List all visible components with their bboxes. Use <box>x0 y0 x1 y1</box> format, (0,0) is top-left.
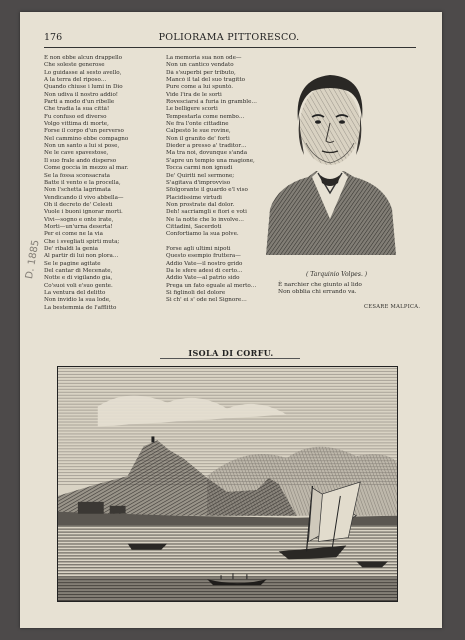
poem-line: Deh! sacriamgli e fiori e voti <box>166 209 247 216</box>
section-rule <box>160 358 300 359</box>
journal-title: POLIORAMA PITTORESCO. <box>158 32 300 43</box>
poem-line: Addio Vate—al patrio sido <box>166 275 240 282</box>
poem-line: Tocca carmi non ignudi <box>166 165 233 172</box>
poem-line: Vuole i buoni ignorar morti. <box>44 209 123 216</box>
poem-line: De' ribaldi la genia <box>44 245 98 252</box>
poem-line: Come goccia in mezzo al mar. <box>44 165 129 172</box>
poem-line: Batte il vento e la procella, <box>44 179 121 186</box>
poem-line: Vendicando il vivo abbella— <box>44 194 124 201</box>
poem-line: A la terra del riposo… <box>44 77 107 84</box>
poem-line: Ne le cave spavestose, <box>44 150 109 157</box>
page-number: 176 <box>44 32 63 43</box>
poem-line: Che tradia la sua città! <box>44 106 110 113</box>
poem-line: De' Quiriti nel sermone; <box>166 172 235 179</box>
pencil-annotation: D. 1885 <box>24 239 42 280</box>
poem-line: Nel cammino ebbe compagno <box>44 135 129 142</box>
poem-line: Vide l'ira de le sorti <box>166 91 222 98</box>
poem-line: Confortiamo la sua polve. <box>166 231 239 238</box>
poem-line: Quando chiuse i lumi in Dio <box>44 84 123 91</box>
poem-line: Non udiva il nostro addio! <box>44 91 119 98</box>
header-rule <box>44 47 416 48</box>
poem-line: Rovesciarsi a furia in gramble… <box>166 99 257 106</box>
portrait-caption: ( Tarquinio Volpes. ) <box>306 271 368 278</box>
poem-line: S'agitava d'improvviso <box>166 179 231 186</box>
poem-line: Forse il corpo d'un perverso <box>44 128 124 135</box>
poem-line: Al partir di lui non plora… <box>44 253 119 260</box>
poem-line: Oh il decreto de' Celesti <box>44 201 113 208</box>
poem-line: Mancò il tal del suo tragitto <box>166 77 246 84</box>
poem-line: Non il granito de' forti <box>166 135 230 142</box>
poem-line: Calpestò le sue rovine, <box>166 128 231 135</box>
poem-line: Il suo frale andò disperso <box>44 157 117 164</box>
poem-line: Non invidio la sua lode, <box>44 297 111 304</box>
poem-line: E non ebbe alcun drappello <box>44 55 123 61</box>
author-signature: CESARE MALPICA. <box>364 304 421 310</box>
poem-line: Non l'schetta lagrimata <box>44 187 111 194</box>
poem-line: Tempestarla come nembo… <box>166 113 245 120</box>
page-header <box>44 32 414 46</box>
poem-line: Parti a modo d'un ribelle <box>44 99 115 106</box>
poem-line: È narchier che giunto al lido <box>278 282 362 288</box>
poem-line: Notte e di vigilando gia, <box>44 275 113 282</box>
poem-line: Forse agli ultimi nipoti <box>166 245 231 252</box>
magazine-page <box>20 12 442 628</box>
poem-line: Dieder a presso a' traditor… <box>166 143 247 150</box>
poem-column-left <box>44 55 162 312</box>
poem-line: Ma tra noi, dovunque s'anda <box>166 150 248 157</box>
poem-line: Prega un fato eguale al merto… <box>166 282 257 289</box>
poem-line: Addio Vate—il nostro grido <box>166 260 243 267</box>
poem-line: Dà s'superbi per tributo, <box>166 69 236 76</box>
poem-line: Che i svegliati spirti muta; <box>44 238 120 245</box>
poem-line: Volgo vittima di morte, <box>44 121 109 128</box>
poem-line: La bestemmia de l'afflitto <box>44 304 117 311</box>
poem-line: Non un cantico vendato <box>166 62 234 69</box>
poem-line: Che soleste generose <box>44 62 105 69</box>
poem-line: Vivi—sogno e onte irate, <box>44 216 114 223</box>
poem-line: Del cantar di Mecenate, <box>44 267 113 274</box>
poem-line: Ne fra l'onte cittadine <box>166 121 229 128</box>
poem-line: Si figlinoli del dolore <box>166 290 226 296</box>
poem-line: Per ei come ne la via <box>44 231 103 238</box>
poem-line: Morti—un'urna deserta! <box>44 223 113 230</box>
portrait-engraving <box>256 59 404 255</box>
poem-line: Fu confuso ed diverso <box>44 113 107 120</box>
poem-line: Lo guidasse al sesto avello, <box>44 69 122 76</box>
poem-line: Ne la notte che lo involve… <box>166 216 244 223</box>
poem-line: Non un santo a lui si pose, <box>44 143 120 150</box>
poem-line: Pure come a lui spuntò. <box>166 84 234 91</box>
section-title: ISOLA DI CORFU. <box>188 348 274 358</box>
poem-line: Placidissime virtudi <box>166 194 222 201</box>
poem-line: Sfolgorante il guardo e'l viso <box>166 187 248 194</box>
corfu-engraving <box>57 366 398 602</box>
poem-line: Le belligere scorti <box>166 106 218 113</box>
poem-line: S'apre un tempio una magione, <box>166 157 255 164</box>
poem-line: Se le pagine agitate <box>44 260 101 267</box>
poem-line: Non obblia chi errando va. <box>278 289 357 296</box>
poem-line: Non prostrate dal dolor. <box>166 201 235 208</box>
poem-line: Co'suoi voli e'suo gente. <box>44 282 113 289</box>
poem-line: Cittadini, Sacerdoti <box>166 223 222 230</box>
poem-line: Se la fossa sconsacrata <box>44 172 111 179</box>
poem-line: Questo esempio fruttera— <box>166 253 241 260</box>
poem-line: La ventura del delitto <box>44 290 106 296</box>
poem-line: Da le sfere adesi di certo… <box>166 267 243 274</box>
poem-column-right <box>278 282 362 297</box>
poem-line: La memoria sua non ode— <box>166 55 242 61</box>
poem-line: Si ch' ei s' ode nel Signore… <box>166 297 247 304</box>
